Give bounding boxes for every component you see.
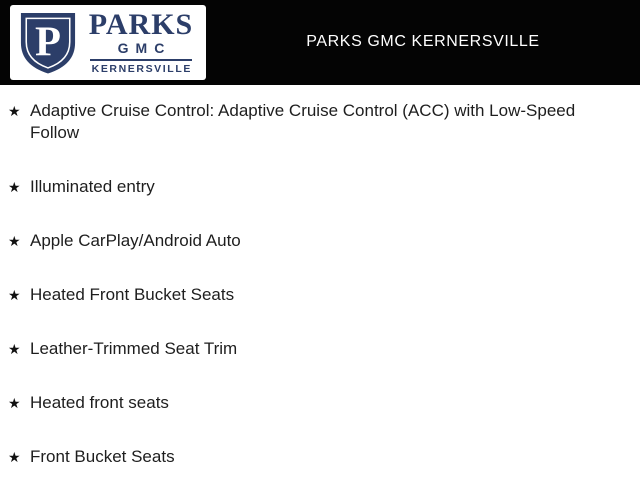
feature-text: Heated front seats (30, 393, 169, 412)
feature-item (8, 284, 582, 306)
logo-city-name: KERNERSVILLE (91, 62, 192, 75)
shield-logo-icon (19, 11, 77, 75)
feature-list (0, 85, 640, 468)
logo-make-name: GMC (117, 39, 172, 56)
star-bullet-icon: ★ (8, 449, 21, 465)
feature-item (8, 446, 582, 468)
star-bullet-icon: ★ (8, 233, 21, 249)
dealer-title: PARKS GMC KERNERSVILLE (306, 32, 540, 50)
header-bar (0, 0, 640, 85)
star-bullet-icon: ★ (8, 179, 21, 195)
feature-item (8, 100, 582, 144)
feature-item (8, 392, 582, 414)
feature-text: Heated Front Bucket Seats (30, 285, 235, 304)
feature-item (8, 338, 582, 360)
star-bullet-icon: ★ (8, 103, 21, 119)
feature-text: Leather-Trimmed Seat Trim (30, 339, 238, 358)
logo-monogram: P (35, 18, 61, 66)
star-bullet-icon: ★ (8, 341, 21, 357)
star-bullet-icon: ★ (8, 395, 21, 411)
feature-text: Apple CarPlay/Android Auto (30, 231, 241, 250)
logo-brand-name: PARKS (88, 7, 194, 41)
feature-text: Front Bucket Seats (30, 447, 175, 466)
feature-text: Illuminated entry (30, 177, 155, 196)
feature-item (8, 230, 582, 252)
star-bullet-icon: ★ (8, 287, 21, 303)
feature-text: Adaptive Cruise Control: Adaptive Cruise Control (ACC) with Low-Speed Follow (30, 101, 576, 142)
logo-text-block (86, 7, 196, 75)
feature-item (8, 176, 582, 198)
dealer-logo (10, 5, 206, 80)
logo-divider (90, 59, 192, 61)
